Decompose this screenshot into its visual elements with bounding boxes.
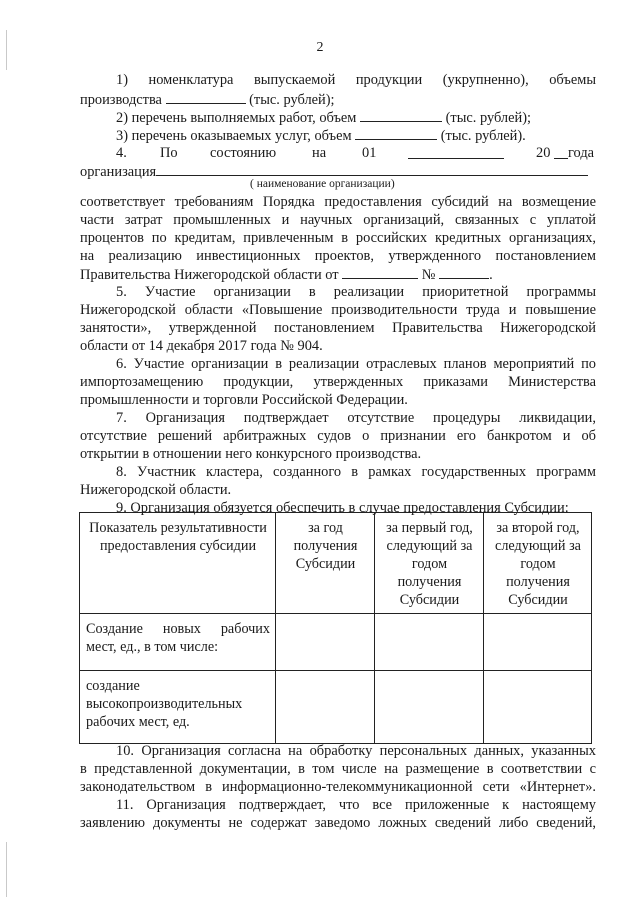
page-number: 2 [316,40,324,55]
item-5-line-4: области от 14 декабря 2017 года № 904. [80,338,323,354]
blank-field[interactable] [439,265,489,279]
table-cell[interactable] [375,671,484,744]
document-page: 2 1) номенклатура выпускаемой продукции (укрупненно), объемы производства (тыс. рублей); 2) перечень выполняемых работ, объем (тыс. рублей); 3) перечень оказываемых услуг, объем (тыс. рублей). 4. По состоянию на 01 20 года организация ( наименование организации) соответствует требованиям Порядка предоставления субсидий на возмещение части затрат промышленных и научных организаций, связанных с уплатой процентов по кредитам, привлеченным в российских кредитных организациях, на реализацию инвестиционных проектов, утвержденного постановлением Правительства Нижегородской области от № . 5. Участие организации в реализации приоритетной программы Нижегородской области «Повышение производительности труда и повышение занятости», утвержденной постановлением Правительства Нижегородской области от 14 декабря 2017 года № 904. 6. Участие организации в реализации отраслевых планов мероприятий по импортозамещению продукции, утвержденных приказами Министерства промышленности и торговли Российской Федерации. 7. Организация подтверждает отсутствие процедуры ликвидации, отсутствие решений арбитражных судов о признании его банкротом и об открытии в отношении него конкурсного производства. 8. Участник кластера, созданного в рамках государственных программ Нижегородской области. 9. Организация обязуется обеспечить в случае предоставления Субсидии: Показатель результативности предоставления субсидии за год получения Субсидии за первый год, следующий за годом получения Субсидии за второй год, следующий за годом получения Субсидии Создание новых рабочих мест, ед., в том числе: создание высокопроизводительных рабочих мест, ед. 10. Организация согласна на обработку персональных данных, указанных в представленной документации, в том числе на размещение в соответствии с законодательством в информационно-телекоммуникационной сети «Интернет». 11. Организация подтверждает, что все приложенные к настоящему заявлению документы не содержат заведомо ложных сведений либо сведений, [0,0,640,905]
blank-field[interactable] [355,126,437,140]
item-5-line-3: занятости», утвержденной постановлением Правительства Нижегородской [80,320,596,336]
table-row [80,614,592,671]
item-5-line-2: Нижегородской области «Повышение производительности труда и повышение [80,302,596,318]
item-10-line-3: законодательством в информационно-телекоммуникационной сети «Интернет». [80,779,596,795]
table-cell[interactable] [484,614,592,671]
item-5-line-1: 5. Участие организации в реализации приоритетной программы [116,284,596,300]
item-4-line-3: соответствует требованиям Порядка предоставления субсидий на возмещение [80,194,596,210]
item-7-line-3: открытии в отношении него конкурсного производства. [80,446,422,462]
table-header-row [80,513,592,614]
blank-field[interactable] [408,145,504,159]
item-9-line: 9. Организация обязуется обеспечить в случае предоставления Субсидии: [116,500,569,516]
table-header-cell: за второй год, следующий за годом получения Субсидии [484,513,592,614]
item-4-line-7: Правительства Нижегородской области от № . [80,267,493,283]
item-10-line-2: в представленной документации, в том числе на размещение в соответствии с [80,761,596,777]
item-7-line-1: 7. Организация подтверждает отсутствие процедуры ликвидации, [116,410,596,426]
blank-field[interactable] [342,265,418,279]
table-cell[interactable] [375,614,484,671]
organization-name-field[interactable] [156,162,588,176]
table-header-cell: за первый год, следующий за годом получения Субсидии [375,513,484,614]
item-11-line-1: 11. Организация подтверждает, что все приложенные к настоящему [116,797,596,813]
item-4-line-5: процентов по кредитам, привлеченным в российских кредитных организациях, [80,230,596,246]
organization-name-caption: ( наименование организации) [250,178,395,190]
item-7-line-2: отсутствие решений арбитражных судов о признании его банкротом и об [80,428,596,444]
table-header-cell: Показатель результативности предоставления субсидии [80,513,276,614]
item-10-line-1: 10. Организация согласна на обработку персональных данных, указанных [116,743,596,759]
item-2-line: 2) перечень выполняемых работ, объем (тыс. рублей); [116,110,531,126]
item-4-line-2: организация [80,162,596,181]
scan-artifact-line [6,30,7,70]
item-6-line-2: импортозамещению продукции, утвержденных приказами Министерства [80,374,596,390]
scan-artifact-line [6,842,7,897]
item-8-line-2: Нижегородской области. [80,482,232,498]
table-row-label: Создание новых рабочих мест, ед., в том числе: [80,614,276,671]
table-row-label: создание высокопроизводительных рабочих мест, ед. [80,671,276,744]
item-1-line-2: производства (тыс. рублей); [80,92,335,108]
table-cell[interactable] [484,671,592,744]
blank-field[interactable] [360,108,442,122]
table-cell[interactable] [276,614,375,671]
table-header-cell: за год получения Субсидии [276,513,375,614]
table-cell[interactable] [276,671,375,744]
item-6-line-1: 6. Участие организации в реализации отраслевых планов мероприятий по [116,356,596,372]
item-11-line-2: заявлению документы не содержат заведомо ложных сведений либо сведений, [80,815,596,831]
table-row [80,671,592,744]
item-4-line-4: части затрат промышленных и научных организаций, связанных с уплатой [80,212,596,228]
item-4-line-6: на реализацию инвестиционных проектов, утвержденного постановлением [80,248,596,264]
indicators-table [79,512,592,744]
item-6-line-3: промышленности и торговли Российской Федерации. [80,392,408,408]
item-1-line-1: 1) номенклатура выпускаемой продукции (укрупненно), объемы [116,72,596,88]
blank-field[interactable] [554,145,568,159]
item-3-line: 3) перечень оказываемых услуг, объем (тыс. рублей). [116,128,526,144]
item-8-line-1: 8. Участник кластера, созданного в рамках государственных программ [116,464,596,480]
blank-field[interactable] [166,90,246,104]
